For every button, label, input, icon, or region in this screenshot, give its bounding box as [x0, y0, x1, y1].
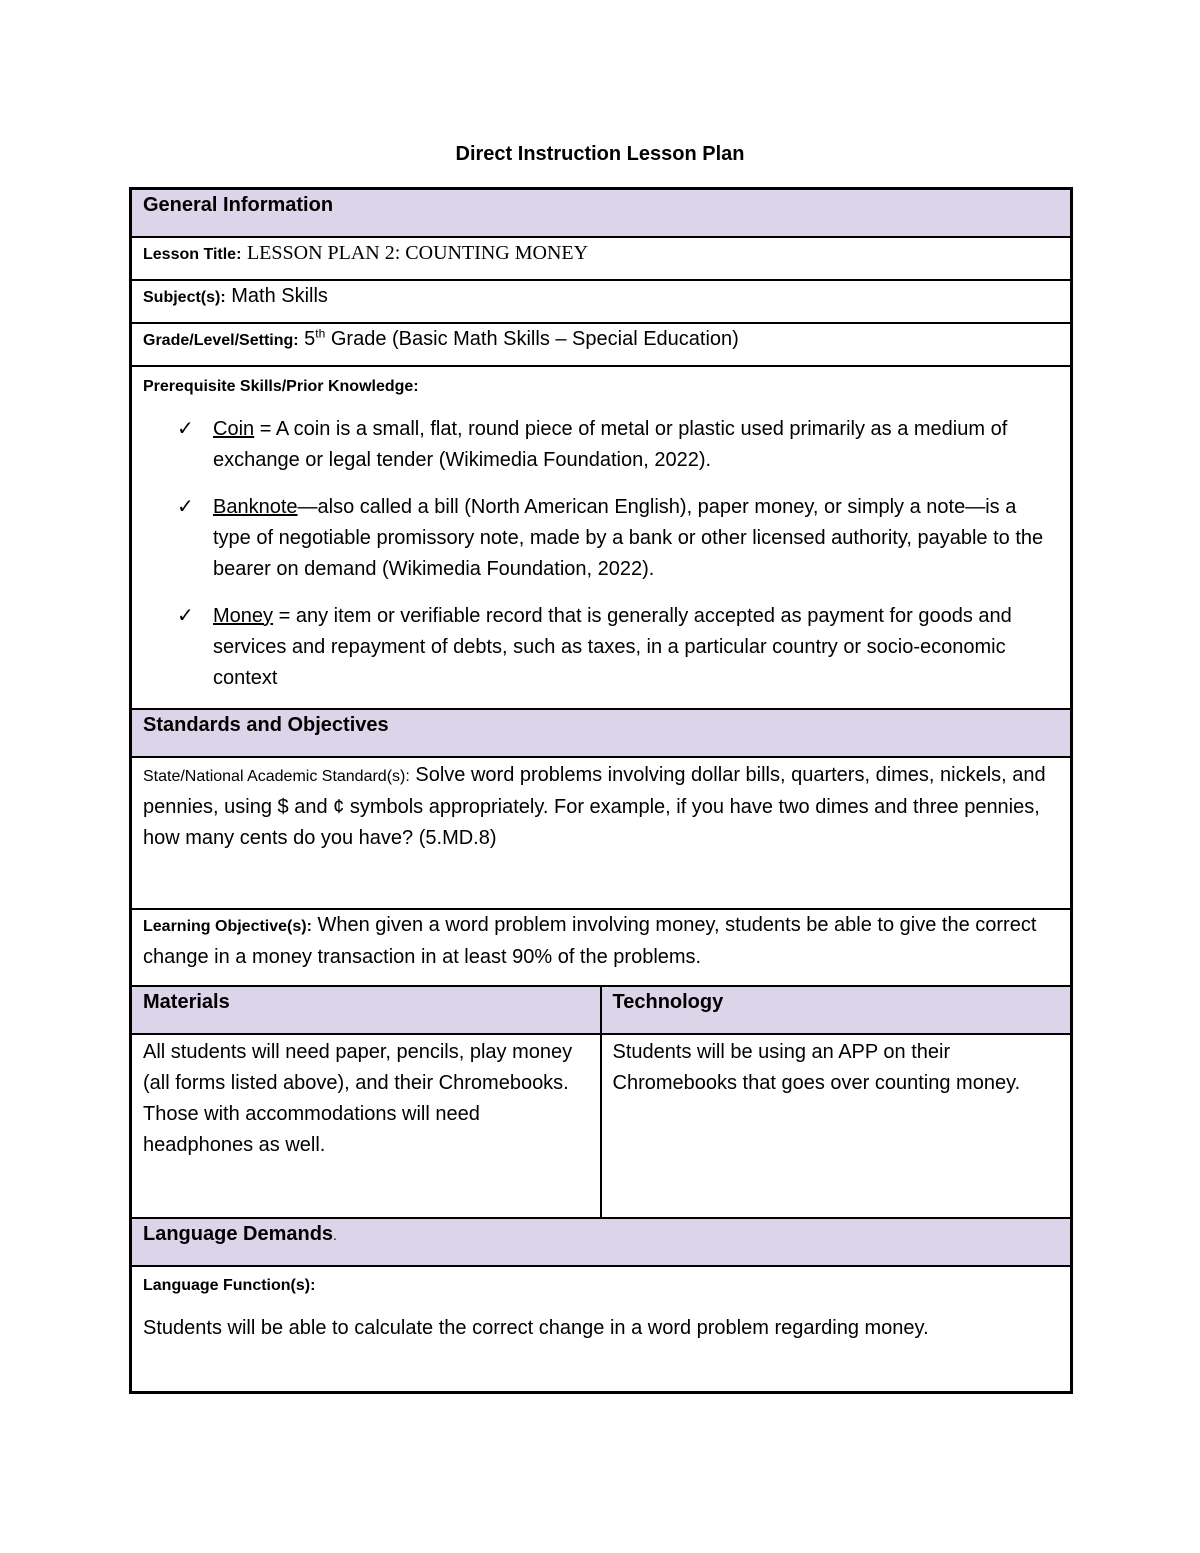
objective-cell	[131, 909, 1072, 986]
grade-number: 5	[304, 327, 316, 350]
subject-value: Math Skills	[231, 284, 328, 307]
definition-coin: = A coin is a small, flat, round piece of metal or plastic used primarily as a medium of exchange or legal tender (Wikimedia Foundation, 2022).	[213, 417, 1008, 471]
materials-heading: Materials	[131, 986, 601, 1034]
technology-cell: Students will be using an APP on their Chromebooks that goes over counting money.	[601, 1034, 1072, 1218]
list-item	[177, 492, 1059, 585]
grade-suffix: th	[315, 325, 326, 340]
term-money: Money	[213, 604, 274, 627]
definition-money: = any item or verifiable record that is generally accepted as payment for goods and services and repayment of debts, such as taxes, in a particular country or socio-economic context	[213, 604, 1012, 689]
language-function-label: Language Function(s):	[143, 1276, 316, 1294]
list-item	[177, 414, 1059, 476]
subject-row	[131, 280, 1072, 323]
checkmark-icon: ✓	[177, 417, 194, 440]
lesson-plan-table	[129, 187, 1073, 1394]
list-item	[177, 601, 1059, 694]
general-info-heading: General Information	[131, 189, 1072, 237]
prerequisite-list	[143, 414, 1059, 694]
lesson-title-row	[131, 237, 1072, 280]
language-function-cell	[131, 1266, 1072, 1393]
language-heading-dot: .	[333, 1226, 337, 1243]
language-heading-text: Language Demands	[143, 1222, 334, 1245]
standard-text: Solve word problems involving dollar bills, quarters, dimes, nickels, and pennies, using $ and ¢ symbols appropriately. For example, if you have two dimes and three pennies, how many cents do you have? (5.MD.8)	[143, 763, 1046, 849]
technology-heading: Technology	[601, 986, 1072, 1034]
language-demands-heading	[131, 1218, 1072, 1266]
document-title: Direct Instruction Lesson Plan	[455, 143, 745, 165]
checkmark-icon: ✓	[177, 604, 194, 627]
lesson-title-label: Lesson Title:	[143, 245, 242, 263]
standards-cell	[131, 757, 1072, 909]
lesson-title-value: LESSON PLAN 2: COUNTING MONEY	[246, 241, 589, 264]
prerequisite-label: Prerequisite Skills/Prior Knowledge:	[143, 377, 419, 395]
grade-row	[131, 323, 1072, 366]
objective-text: When given a word problem involving money, students be able to give the correct change in a money transaction in at least 90% of the problems.	[143, 913, 1037, 968]
objective-label: Learning Objective(s):	[143, 917, 312, 935]
standard-label: State/National Academic Standard(s):	[143, 767, 410, 785]
definition-banknote: —also called a bill (North American English), paper money, or simply a note—is a type of negotiable promissory note, made by a bank or other licensed authority, payable to the bearer on demand (Wikimedia Foundation, 2022).	[213, 495, 1044, 580]
materials-cell: All students will need paper, pencils, play money (all forms listed above), and their Chromebooks. Those with accommodations will need headphones as well.	[131, 1034, 601, 1218]
term-coin: Coin	[213, 417, 255, 440]
checkmark-icon: ✓	[177, 495, 194, 518]
grade-label: Grade/Level/Setting:	[143, 331, 299, 349]
term-banknote: Banknote	[213, 495, 298, 518]
standards-heading: Standards and Objectives	[131, 709, 1072, 757]
subject-label: Subject(s):	[143, 288, 226, 306]
language-function-text: Students will be able to calculate the correct change in a word problem regarding money.	[143, 1316, 929, 1339]
prerequisite-cell	[131, 366, 1072, 709]
grade-description: Grade (Basic Math Skills – Special Education)	[330, 327, 739, 350]
